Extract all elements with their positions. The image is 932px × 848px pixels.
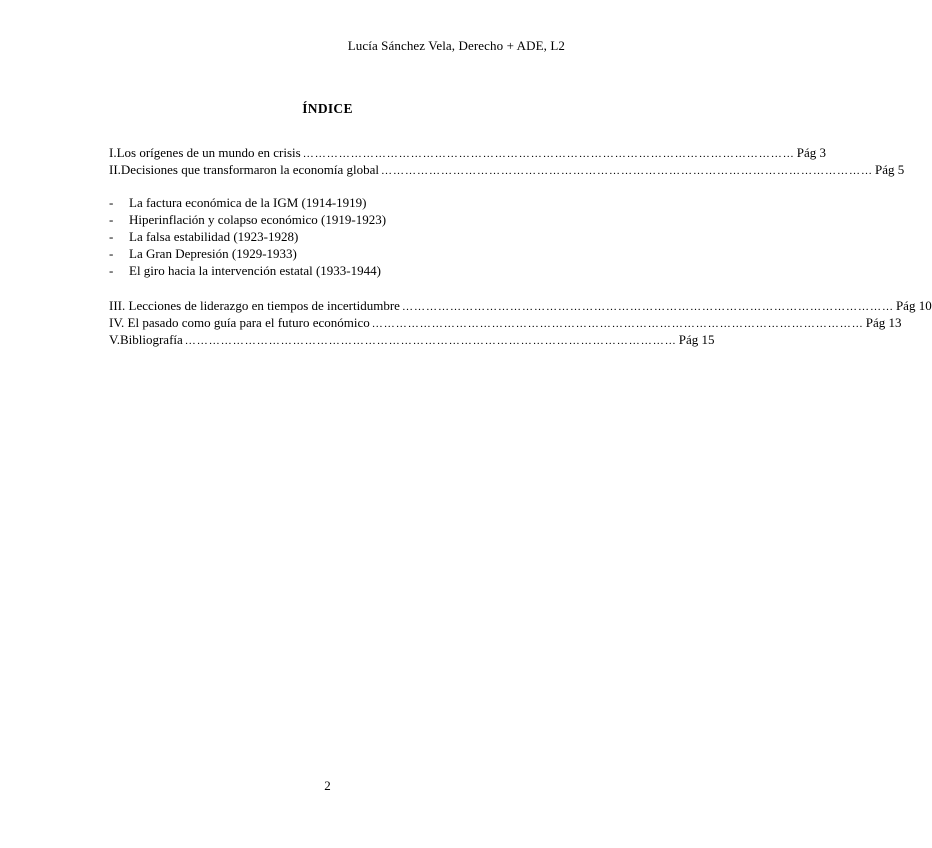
toc-secondary-list: [109, 297, 932, 348]
toc-entry-i[interactable]: [109, 144, 826, 161]
toc-entry-number: I.: [109, 145, 117, 160]
toc-entry-number: V.: [109, 332, 120, 347]
toc-entry-iv[interactable]: [109, 314, 902, 331]
toc-leader-dots: ……………………………………………………………………………………………………………: [302, 148, 795, 160]
subsection-label: La Gran Depresión (1929-1933): [129, 246, 297, 261]
subsection-label: Hiperinflación y colapso económico (1919-1923): [129, 212, 387, 227]
toc-subsection-item[interactable]: [109, 228, 386, 245]
bullet-dash: -: [109, 246, 114, 261]
toc-entry-page: Pág 3: [796, 145, 826, 160]
subsection-label: La factura económica de la IGM (1914-1919): [129, 195, 367, 210]
toc-entry-label: Lecciones de liderazgo en tiempos de incertidumbre: [128, 298, 400, 313]
toc-subsection-item[interactable]: [109, 211, 386, 228]
toc-entry-v[interactable]: [109, 331, 715, 348]
toc-entry-label: Bibliografía: [119, 332, 183, 347]
toc-entry-label: El pasado como guía para el futuro económico: [127, 315, 370, 330]
toc-main-list: [109, 144, 905, 178]
bullet-dash: -: [109, 263, 114, 278]
toc-entry-page: Pág 15: [678, 332, 715, 347]
toc-entry-page: Pág 10: [895, 298, 932, 313]
toc-entry-label: Decisiones que transformaron la economía global: [120, 162, 380, 177]
toc-leader-dots: ……………………………………………………………………………………………………………: [184, 335, 677, 347]
toc-entry-ii[interactable]: [109, 161, 905, 178]
toc-leader-dots: ……………………………………………………………………………………………………………: [371, 318, 864, 330]
toc-subsection-item[interactable]: [109, 194, 386, 211]
page-title: ÍNDICE: [302, 101, 353, 116]
toc-entry-number: IV.: [109, 315, 125, 330]
toc-entry-page: Pág 5: [875, 162, 905, 177]
toc-subsection-item[interactable]: [109, 245, 386, 262]
toc-entry-iii[interactable]: [109, 297, 932, 314]
toc-leader-dots: ……………………………………………………………………………………………………………: [401, 301, 894, 313]
page-number: 2: [324, 778, 331, 793]
bullet-dash: -: [109, 212, 114, 227]
toc-leader-dots: ……………………………………………………………………………………………………………: [381, 165, 874, 177]
toc-subsection-list: [109, 194, 386, 279]
subsection-label: La falsa estabilidad (1923-1928): [129, 229, 299, 244]
toc-entry-number: II.: [109, 162, 121, 177]
subsection-label: El giro hacia la intervención estatal (1933-1944): [129, 263, 381, 278]
bullet-dash: -: [109, 195, 114, 210]
toc-entry-number: III.: [109, 298, 126, 313]
bullet-dash: -: [109, 229, 114, 244]
toc-entry-label: Los orígenes de un mundo en crisis: [116, 145, 301, 160]
page-header: Lucía Sánchez Vela, Derecho + ADE, L2: [347, 38, 565, 53]
toc-subsection-item[interactable]: [109, 262, 386, 279]
toc-entry-page: Pág 13: [865, 315, 902, 330]
